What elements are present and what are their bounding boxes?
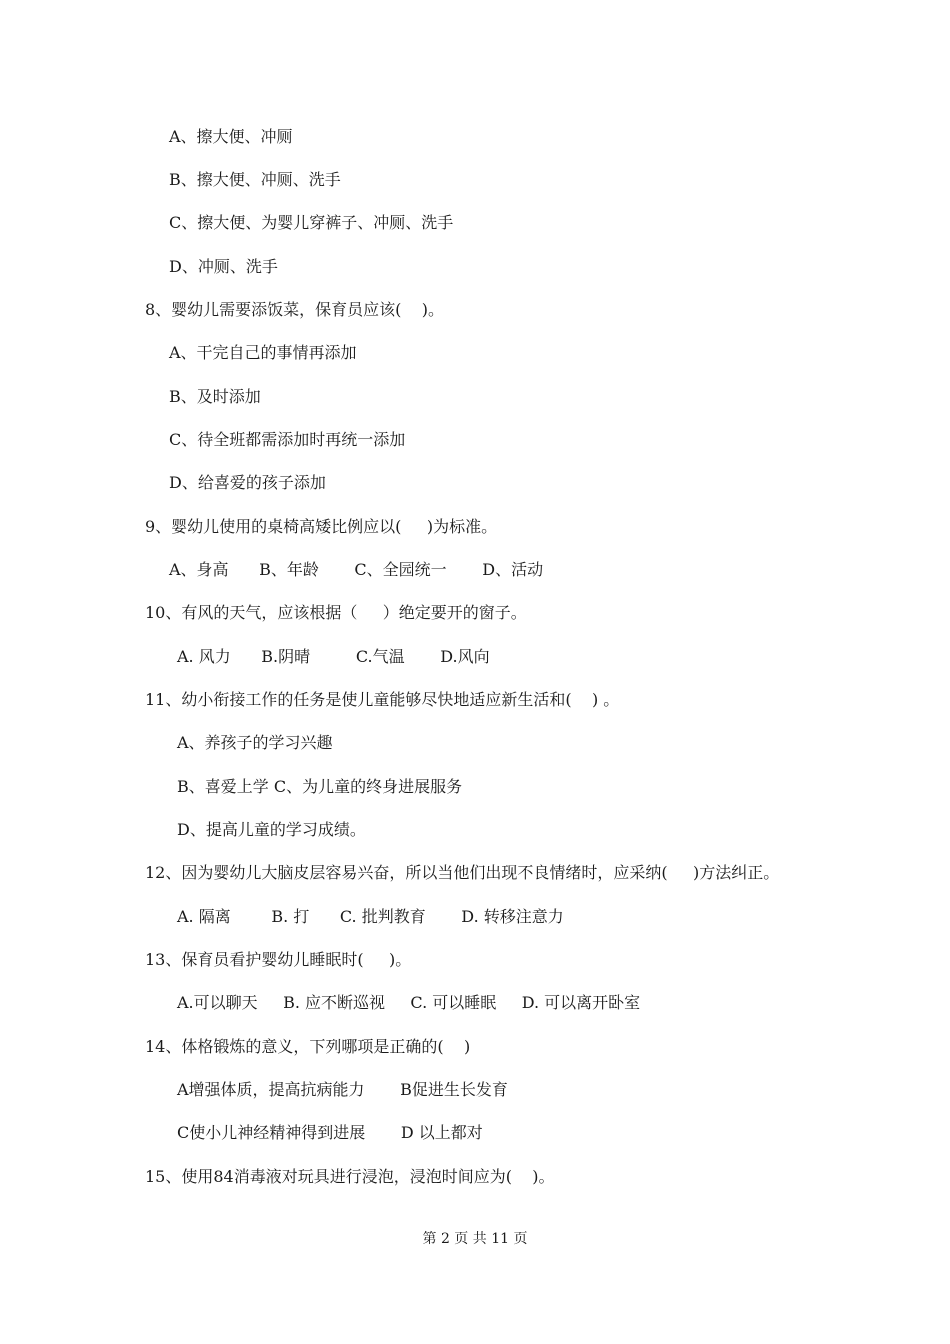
- question-8: 8、婴幼儿需要添饭菜，保育员应该( )。: [145, 300, 445, 319]
- option-line: B、喜爱上学 C、为儿童的终身进展服务: [177, 777, 463, 796]
- option-line: D、提高儿童的学习成绩。: [177, 820, 366, 839]
- option-line: B、及时添加: [169, 387, 261, 406]
- option-line: A、养孩子的学习兴趣: [177, 733, 333, 752]
- option-line: A. 风力 B.阴晴 C.气温 D.风向: [177, 647, 490, 666]
- question-14: 14、体格锻炼的意义，下列哪项是正确的( ): [145, 1037, 471, 1056]
- option-line: B、擦大便、冲厕、洗手: [169, 170, 341, 189]
- option-line: C、待全班都需添加时再统一添加: [169, 430, 406, 449]
- option-line: D、给喜爱的孩子添加: [169, 473, 326, 492]
- option-line: C使小儿神经精神得到进展 D 以上都对: [177, 1123, 483, 1142]
- page-footer: 第 2 页 共 11 页: [422, 1231, 528, 1247]
- question-15: 15、使用84消毒液对玩具进行浸泡，浸泡时间应为( )。: [145, 1167, 555, 1186]
- option-line: A.可以聊天 B. 应不断巡视 C. 可以睡眠 D. 可以离开卧室: [177, 993, 641, 1012]
- option-line: A、擦大便、冲厕: [169, 127, 293, 146]
- question-10: 10、有风的天气，应该根据（ ）绝定要开的窗子。: [145, 603, 527, 622]
- question-12: 12、因为婴幼儿大脑皮层容易兴奋，所以当他们出现不良情绪时，应采纳( )方法纠正。: [145, 863, 780, 882]
- question-13: 13、保育员看护婴幼儿睡眠时( )。: [145, 950, 412, 969]
- option-line: C、擦大便、为婴儿穿裤子、冲厕、洗手: [169, 213, 454, 232]
- option-line: A增强体质，提高抗病能力 B促进生长发育: [177, 1080, 508, 1099]
- option-line: A. 隔离 B. 打 C. 批判教育 D. 转移注意力: [177, 907, 564, 926]
- option-line: A、身高 B、年龄 C、全园统一 D、活动: [169, 560, 544, 579]
- question-9: 9、婴幼儿使用的桌椅高矮比例应以( )为标准。: [145, 517, 498, 536]
- option-line: A、干完自己的事情再添加: [169, 343, 357, 362]
- question-11: 11、幼小衔接工作的任务是使儿童能够尽快地适应新生活和( ) 。: [145, 690, 620, 709]
- option-line: D、冲厕、洗手: [169, 257, 278, 276]
